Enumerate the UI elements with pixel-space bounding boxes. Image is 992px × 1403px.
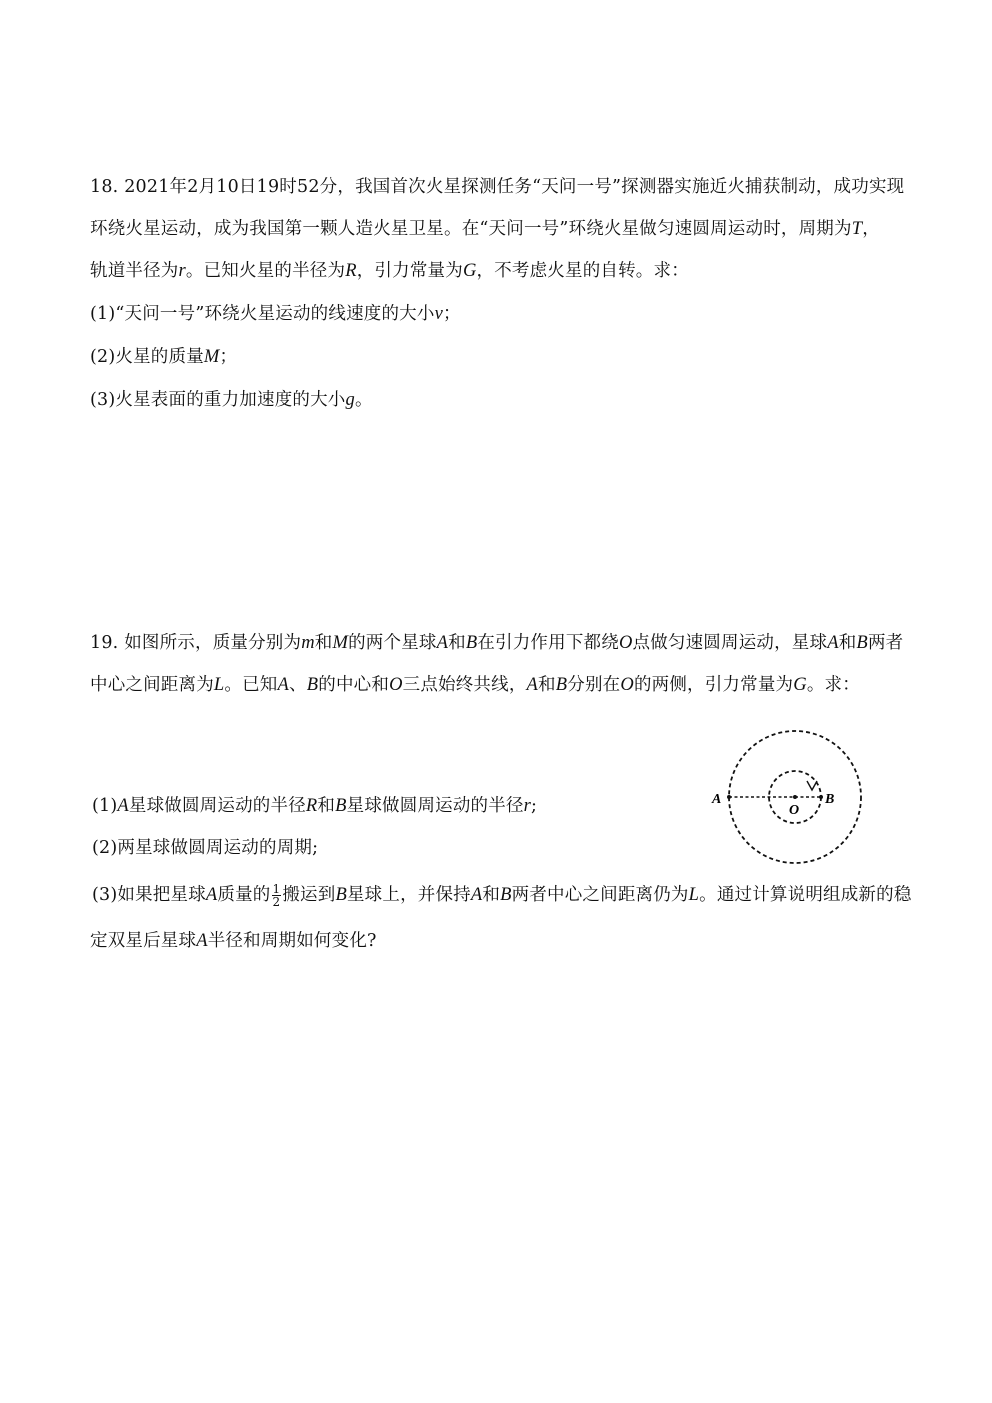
q18-text: ，不考虑火星的自转。求：: [476, 261, 689, 281]
var-B: B: [500, 885, 512, 905]
fraction-half: [272, 883, 282, 908]
q19-text: (1): [92, 796, 118, 816]
var-M: M: [332, 633, 349, 653]
var-A: A: [436, 633, 449, 653]
q19-text: 和: [838, 633, 857, 653]
q19-text: 和: [314, 633, 333, 653]
q18-line-2: [90, 217, 880, 241]
var-O: O: [620, 675, 634, 695]
var-L: L: [213, 675, 225, 695]
q18-text: 。已知火星的半径为: [185, 261, 346, 281]
var-v: v: [434, 304, 444, 324]
var-O: O: [618, 633, 633, 653]
var-A: A: [117, 796, 129, 816]
var-B: B: [555, 675, 568, 695]
q19-part-3-cont: [90, 929, 377, 953]
var-R: R: [345, 261, 357, 281]
q19-text: 中心之间距离为: [90, 675, 214, 695]
q19-text: 两者中心之间距离仍为: [511, 885, 689, 905]
q18-line-3: [90, 259, 689, 283]
q19-text: 搬运到: [282, 885, 336, 905]
q18-text: (2)火星的质量: [90, 347, 204, 367]
q18-text: ；: [219, 347, 238, 367]
q19-text: 在引力作用下都绕: [477, 633, 619, 653]
q18-text: 轨道半径为: [90, 261, 179, 281]
q19-text: 的两个星球: [348, 633, 437, 653]
q18-text: 。: [354, 390, 373, 410]
q19-text: 、: [289, 675, 307, 695]
var-A: A: [470, 885, 483, 905]
q19-text: 和: [448, 633, 466, 653]
q19-text: 。求：: [806, 675, 860, 695]
fraction-numerator: 1: [272, 882, 281, 896]
q19-text: 点做匀速圆周运动，星球: [632, 633, 828, 653]
var-A: A: [196, 931, 208, 951]
q19-text: 星球做圆周运动的半径: [128, 796, 306, 816]
var-B: B: [306, 675, 319, 695]
var-B: B: [856, 633, 868, 653]
q18-text: 18. 2021年2月10日19时52分，我国首次火星探测任务“天问一号”探测器实施近火捕获制动，成功实现: [90, 177, 905, 197]
q19-text: 星球上，并保持: [346, 885, 471, 905]
label-a: A: [712, 792, 722, 807]
q19-text: 三点始终共线，: [402, 675, 527, 695]
q19-text: 半径和周期如何变化?: [207, 931, 377, 951]
var-g: g: [345, 390, 355, 410]
q18-part-3: [90, 388, 373, 412]
q18-part-1: [90, 302, 461, 326]
q19-text: 分别在: [567, 675, 621, 695]
q19-text: 星球做圆周运动的半径: [346, 796, 524, 816]
q19-text: 。已知: [224, 675, 278, 695]
binary-star-diagram: [700, 718, 875, 868]
label-b: B: [825, 792, 835, 807]
q18-text: ，引力常量为: [356, 261, 463, 281]
q19-text: 两者: [867, 633, 904, 653]
var-r: r: [178, 261, 186, 281]
fraction-denominator: 2: [272, 895, 281, 909]
q19-text: 和: [482, 885, 501, 905]
star-a-point: [727, 795, 731, 799]
var-B: B: [335, 796, 347, 816]
q19-line-2: [90, 673, 860, 697]
q18-text: ，: [862, 219, 880, 239]
center-o-point: [793, 795, 797, 799]
var-T: T: [851, 219, 863, 239]
q19-text: 的两侧，引力常量为: [633, 675, 794, 695]
var-R: R: [305, 796, 318, 816]
q18-text: 环绕火星运动，成为我国第一颗人造火星卫星。在“天问一号”环绕火星做匀速圆周运动时，周期为: [90, 219, 852, 239]
q18-text: ；: [443, 304, 461, 324]
velocity-arrow-icon: [807, 781, 817, 790]
var-G: G: [793, 675, 807, 695]
var-M: M: [203, 347, 220, 367]
q19-part-1: [92, 794, 537, 818]
var-B: B: [465, 633, 478, 653]
q19-text: (3)如果把星球: [92, 885, 206, 905]
var-A: A: [526, 675, 539, 695]
q18-text: (3)火星表面的重力加速度的大小: [90, 390, 346, 410]
q19-text: 的中心和: [318, 675, 390, 695]
var-B: B: [335, 885, 347, 905]
var-O: O: [389, 675, 403, 695]
q19-text: 和: [317, 796, 336, 816]
q18-part-2: [90, 345, 237, 369]
q19-text: ;: [531, 796, 538, 816]
var-A: A: [827, 633, 839, 653]
q19-part-3: [92, 883, 912, 908]
q19-part-2: [92, 836, 318, 860]
q19-line-1: [90, 631, 903, 655]
q18-text: (1)“天问一号”环绕火星运动的线速度的大小: [90, 304, 435, 324]
var-G: G: [462, 261, 477, 281]
q18-line-1: [90, 175, 904, 199]
q19-text: (2)两星球做圆周运动的周期;: [92, 838, 319, 858]
label-o: O: [789, 803, 800, 818]
q19-text: 19. 如图所示，质量分别为: [90, 633, 302, 653]
q19-text: 定双星后星球: [90, 931, 197, 951]
q19-text: 和: [538, 675, 556, 695]
var-A: A: [205, 885, 218, 905]
q19-text: 质量的: [217, 885, 271, 905]
var-m: m: [301, 633, 315, 653]
q19-text: 。通过计算说明组成新的稳: [699, 885, 912, 905]
var-L: L: [688, 885, 700, 905]
star-b-point: [819, 795, 823, 799]
var-A: A: [277, 675, 290, 695]
var-r: r: [523, 796, 532, 816]
